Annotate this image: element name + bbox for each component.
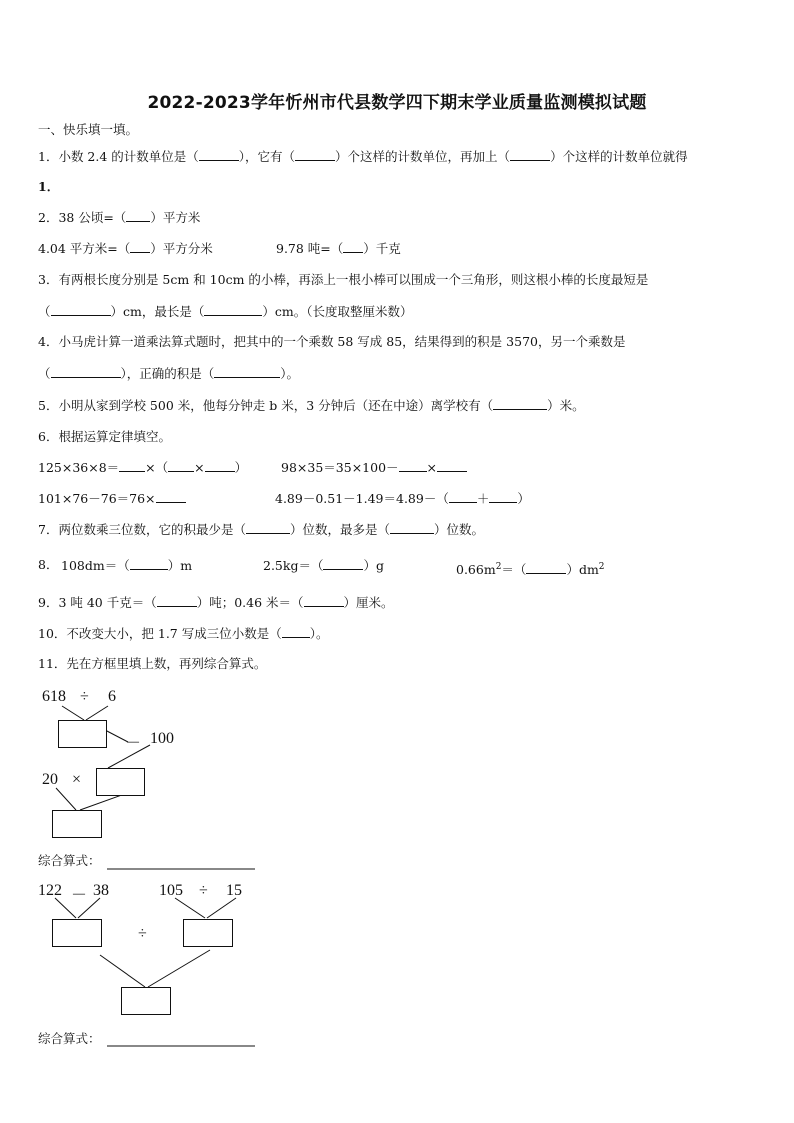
d2-divide-sign-middle: ÷ xyxy=(138,925,147,942)
question-11-line-1: 11．先在方框里填上数，再列综合算式。 xyxy=(38,656,267,671)
q10-text-a: 10．不改变大小，把 1.7 写成三位小数是（ xyxy=(38,626,282,641)
q8-a-text-2: ）m xyxy=(167,558,193,573)
formula-label-1: 综合算式： xyxy=(38,853,101,868)
q1-text-d: ）个这样的计数单位就得 xyxy=(550,149,688,164)
d1-multiply-sign: × xyxy=(72,771,82,788)
q7-text-a: 7．两位数乘三位数，它的积最少是（ xyxy=(38,522,246,537)
q4-text-b: ），正确的积是（ xyxy=(120,366,215,381)
d1-number-20: 20 xyxy=(42,771,58,788)
d2-minus-sign: － xyxy=(71,887,88,904)
q2-text-e: 9.78 吨=（ xyxy=(276,241,344,256)
question-6-line-1: 6．根据运算定律填空。 xyxy=(38,429,171,444)
q8-c-text-2: ＝（ xyxy=(501,562,527,578)
q9-text-a: 9．3 吨 40 千克＝（ xyxy=(38,595,157,610)
d2-divide-sign: ÷ xyxy=(199,882,208,899)
d1-number-100: 100 xyxy=(150,730,174,747)
q2-text-d: ）平方分米 xyxy=(150,241,213,256)
d1-number-6: 6 xyxy=(108,688,116,705)
d2-answer-box-2[interactable] xyxy=(183,919,233,947)
q7-text-b: ）位数，最多是（ xyxy=(289,522,390,537)
q6-eq4-text-c: ） xyxy=(517,491,530,506)
q8-b-text-2: ）g xyxy=(363,558,384,573)
q3-text-b: ）cm，最长是（ xyxy=(110,304,205,319)
q6-eq2-text-b: × xyxy=(426,460,438,475)
d1-answer-box-1[interactable] xyxy=(58,720,107,748)
q1-text-c: ）个这样的计数单位，再加上（ xyxy=(335,149,511,164)
q8-c-sup-1: 2 xyxy=(495,562,502,572)
q7-text-c: ）位数。 xyxy=(433,522,484,537)
q8-a-text-1: 108dm＝（ xyxy=(61,558,130,573)
q6-eq4-text-a: 4.89－0.51－1.49＝4.89－（ xyxy=(275,491,449,506)
q5-text-a: 5．小明从家到学校 500 米，他每分钟走 b 米，3 分钟后（还在中途）离学校有（ xyxy=(38,398,494,413)
d2-number-105: 105 xyxy=(159,882,183,899)
q8-c-text-3: ）dm xyxy=(566,562,599,578)
q9-text-c: ）厘米。 xyxy=(343,595,394,610)
q2-text-c: 4.04 平方米=（ xyxy=(38,241,131,256)
page-title: 2022-2023学年忻州市代县数学四下期末学业质量监测模拟试题 xyxy=(147,93,647,113)
q8-c-text-1: 0.66m xyxy=(456,562,496,578)
q1-text-b: ），它有（ xyxy=(238,149,296,164)
q6-eq2-text-a: 98×35＝35×100－ xyxy=(281,460,399,475)
d1-answer-box-3[interactable] xyxy=(52,810,102,838)
q4-text-c: ）。 xyxy=(280,366,300,381)
d2-answer-box-3[interactable] xyxy=(121,987,171,1015)
d2-answer-box-1[interactable] xyxy=(52,919,102,947)
d2-number-122: 122 xyxy=(38,882,62,899)
q2-text-f: ）千克 xyxy=(363,241,401,256)
q3-text-c: ）cm。（长度取整厘米数） xyxy=(262,304,413,319)
question-3-line-1: 3．有两根长度分别是 5cm 和 10cm 的小棒，再添上一根小棒可以围成一个三角形，则这根小棒的长度最短是 xyxy=(38,272,649,287)
d1-number-618: 618 xyxy=(42,688,66,705)
q1-text-a: 1．小数 2.4 的计数单位是（ xyxy=(38,149,199,164)
q6-eq1-text-a: 125×36×8＝ xyxy=(38,460,120,475)
q6-eq4-text-b: ＋ xyxy=(476,491,490,506)
d2-number-38: 38 xyxy=(93,882,109,899)
d2-number-15: 15 xyxy=(226,882,242,899)
q4-text-a: （ xyxy=(38,366,51,381)
d1-divide-sign: ÷ xyxy=(80,688,89,705)
q6-eq1-text-d: ） xyxy=(234,460,248,475)
q10-text-b: ）。 xyxy=(309,626,329,641)
q6-eq3-text-a: 101×76－76＝76× xyxy=(38,491,156,506)
q6-eq1-text-c: × xyxy=(194,460,205,475)
d1-answer-box-2[interactable] xyxy=(96,768,145,796)
q9-text-b: ）吨；0.46 米＝（ xyxy=(196,595,304,610)
question-4-line-1: 4．小马虎计算一道乘法算式题时，把其中的一个乘数 58 写成 85，结果得到的积是 3570，另一个乘数是 xyxy=(38,334,626,349)
q3-text-a: （ xyxy=(38,304,51,319)
q8-c-sup-2: 2 xyxy=(598,562,605,572)
section-heading: 一、快乐填一填。 xyxy=(38,122,139,137)
q8-b-text-1: 2.5kg＝（ xyxy=(263,558,324,573)
question-1-line-2: 1． xyxy=(38,179,60,194)
d1-minus-sign: － xyxy=(125,735,142,752)
q5-text-b: ）米。 xyxy=(547,398,585,413)
q2-text-b: ）平方米 xyxy=(150,210,201,225)
formula-label-2: 综合算式： xyxy=(38,1031,101,1046)
q2-text-a: 2．38 公顷=（ xyxy=(38,210,127,225)
q6-eq1-text-b: ×（ xyxy=(145,460,169,475)
question-8-number: 8． xyxy=(38,557,59,572)
